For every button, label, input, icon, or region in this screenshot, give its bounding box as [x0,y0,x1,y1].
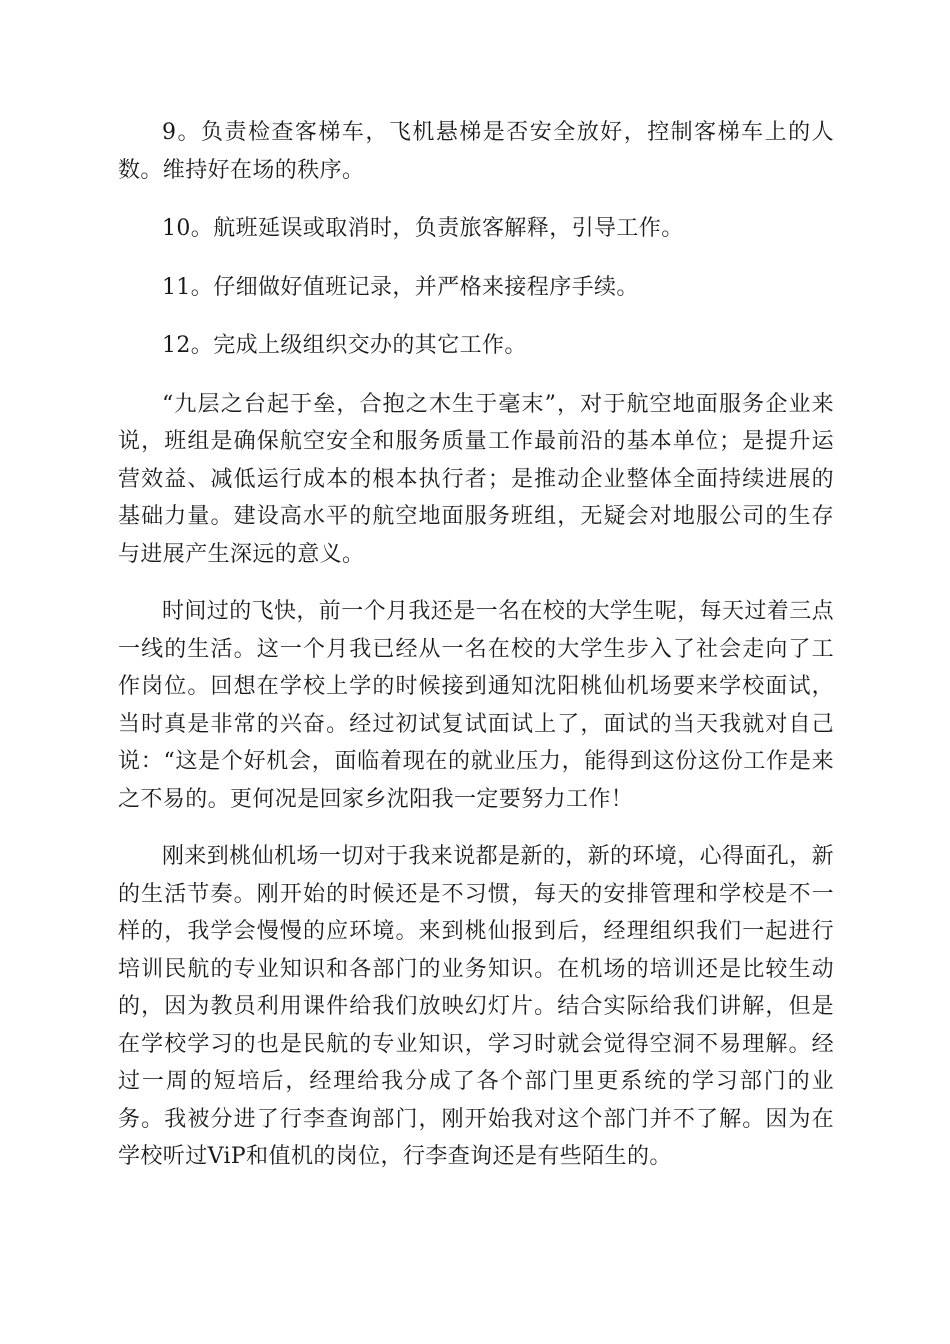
document-body [118,114,834,1196]
paragraph-item-9: 9。负责检查客梯车，飞机悬梯是否安全放好，控制客梯车上的人数。维持好在场的秩序。 [118,120,834,183]
paragraph-time-flies: 时间过的飞快，前一个月我还是一名在校的大学生呢，每天过着三点一线的生活。这一个月我已经从一名在校的大学生步入了社会走向了工作岗位。回想在学校上学的时候接到通知沈阳桃仙机场要来学校面试，当时真是非常的兴奋。经过初试复试面试上了，面试的当天我就对自己说：“这是个好机会，面临着现在的就业压力，能得到这份这份工作是来之不易的。更何况是回家乡沈阳我一定要努力工作！ [118,599,835,812]
paragraph-team-significance: “九层之台起于垒，合抱之木生于毫末”，对于航空地面服务企业来说，班组是确保航空安全和服务质量工作最前沿的基本单位；是提升运营效益、减低运行成本的根本执行者；是推动企业整体全面持续进展的基础力量。建设高水平的航空地面服务班组，无疑会对地服公司的生存与进展产生深远的意义。 [118,391,834,567]
paragraph-item-10: 10。航班延误或取消时，负责旅客解释，引导工作。 [162,216,684,241]
paragraph-arrival-training: 刚来到桃仙机场一切对于我来说都是新的，新的环境，心得面孔，新的生活节奏。刚开始的时候还是不习惯，每天的安排管理和学校是不一样的，我学会慢慢的应环境。来到桃仙报到后，经理组织我们一起进行培训民航的专业知识和各部门的业务知识。在机场的培训还是比较生动的，因为教员利用课件给我们放映幻灯片。结合实际给我们讲解，但是在学校学习的也是民航的专业知识，学习时就会觉得空洞不易理解。经过一周的短培后，经理给我分成了各个部门里更系统的学习部门的业务。我被分进了行李查询部门，刚开始我对这个部门并不了解。因为在学校听过ViP和值机的岗位，行李查询还是有些陌生的。 [118,844,835,1169]
paragraph-item-12: 12。完成上级组织交办的其它工作。 [162,333,527,358]
paragraph-item-11: 11。仔细做好值班记录，并严格来接程序手续。 [162,274,639,300]
